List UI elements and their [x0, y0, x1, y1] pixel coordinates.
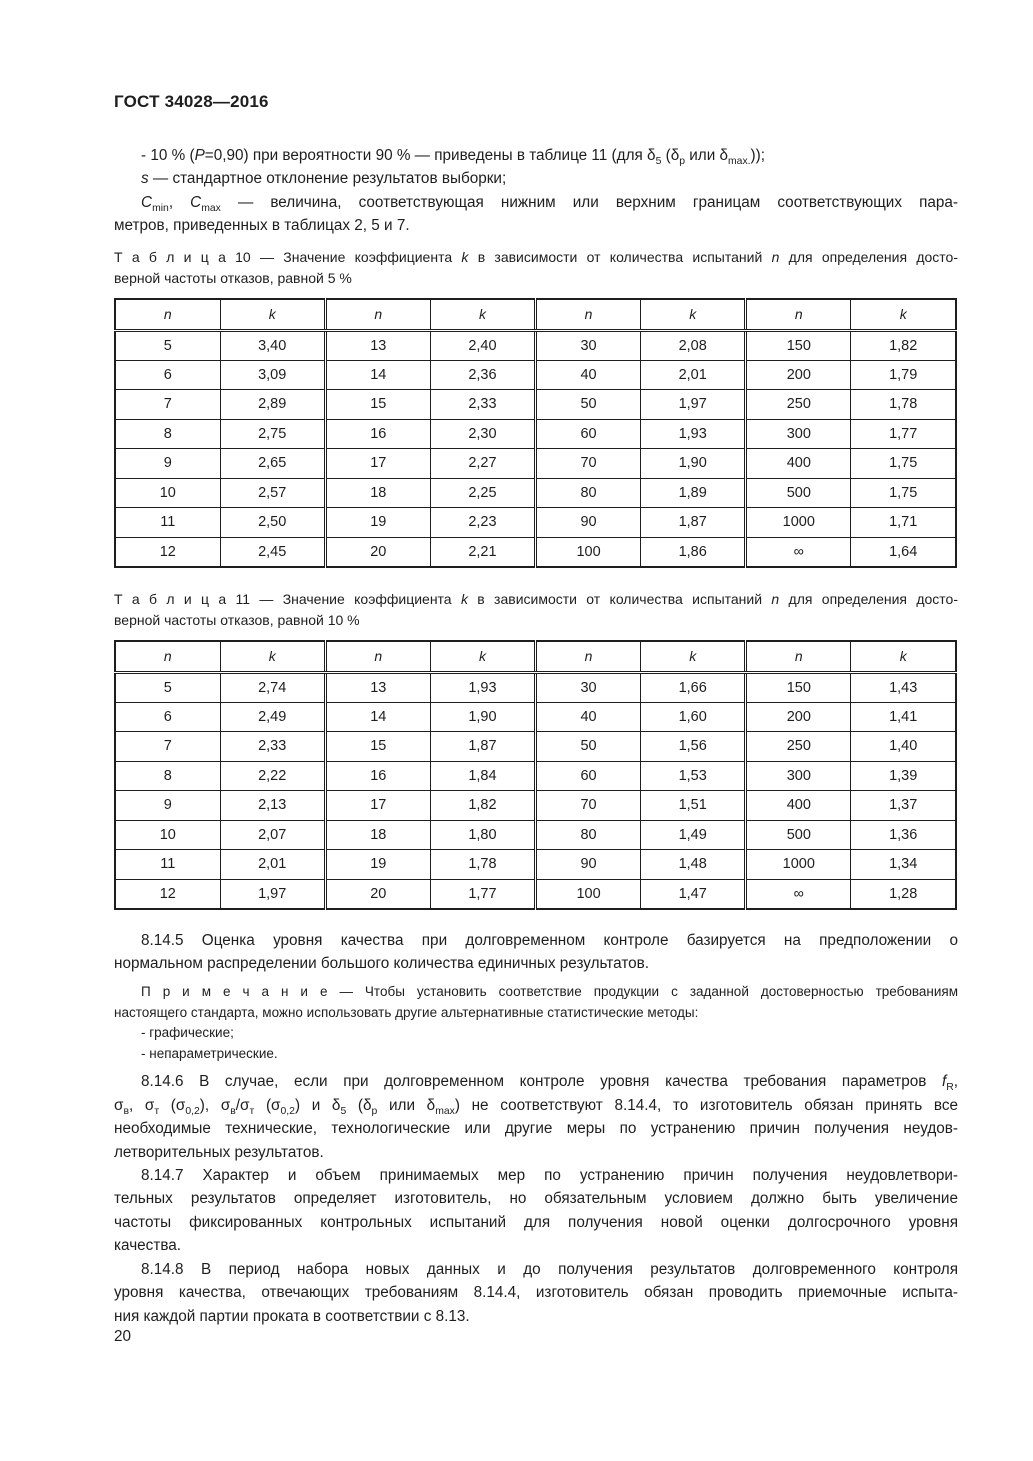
table-cell: 13	[325, 673, 430, 703]
table-cell: 500	[746, 820, 851, 850]
column-header: k	[430, 299, 535, 331]
table-row	[115, 537, 956, 567]
table-row	[115, 732, 956, 762]
table-cell: 10	[115, 478, 220, 508]
table-cell: 1,78	[430, 850, 535, 880]
column-header: k	[641, 641, 746, 673]
table-cell: 1,36	[851, 820, 956, 850]
table-cell: 2,36	[430, 360, 535, 390]
subscript-segment: 0,2	[280, 1105, 295, 1117]
table-cell: 400	[746, 449, 851, 479]
text-segment: качества.	[114, 1237, 182, 1255]
table11	[114, 640, 957, 910]
text-line	[114, 268, 958, 289]
table-cell: 70	[536, 449, 641, 479]
table-cell: 1,48	[641, 850, 746, 880]
table-cell: 14	[325, 702, 430, 732]
text-segment: (σ	[254, 1096, 281, 1114]
text-segment: n	[771, 590, 780, 607]
text-segment: Т а б л и ц а 11 — Значение коэффициента	[114, 590, 461, 607]
table-row	[115, 702, 956, 732]
text-segment: — стандартное отклонение результатов выборки;	[148, 170, 507, 188]
table-cell: 1000	[746, 850, 851, 880]
table-cell: 1,82	[430, 791, 535, 821]
note-list-item-1	[114, 1023, 958, 1044]
text-segment: ), σ	[199, 1096, 231, 1114]
table-cell: 6	[115, 702, 220, 732]
text-segment: k	[461, 248, 469, 265]
subscript-segment: 5	[655, 156, 662, 168]
table-cell: 12	[115, 537, 220, 567]
table-row	[115, 791, 956, 821]
table-cell: 80	[536, 820, 641, 850]
table-cell: 1,80	[430, 820, 535, 850]
table-cell: 500	[746, 478, 851, 508]
table-cell: ∞	[746, 879, 851, 909]
table-cell: 19	[325, 508, 430, 538]
table-cell: 1,75	[851, 449, 956, 479]
table-cell: 1,87	[641, 508, 746, 538]
text-segment: Т а б л и ц а 10 — Значение коэффициента	[114, 248, 462, 265]
subscript-segment: в	[123, 1105, 129, 1117]
subscript-segment: max	[435, 1105, 455, 1117]
text-segment: n	[771, 248, 780, 265]
table-cell: 8	[115, 761, 220, 791]
table-cell: 1,77	[851, 419, 956, 449]
table-cell: 1,79	[851, 360, 956, 390]
text-segment: П р и м е ч а н и е — Чтобы установить соответствие продукции с заданной достоверностью требованиям	[141, 984, 958, 1000]
table-cell: 1,53	[641, 761, 746, 791]
table11-caption-wrap	[114, 589, 958, 631]
table-cell: 12	[115, 879, 220, 909]
text-segment: C	[190, 193, 202, 211]
text-line	[114, 144, 958, 167]
subscript-segment: 0,2	[185, 1105, 200, 1117]
table-cell: 1,75	[851, 478, 956, 508]
text-segment: в зависимости от количества испытаний	[468, 248, 772, 265]
table11-caption	[114, 589, 958, 631]
table-cell: 70	[536, 791, 641, 821]
page-content	[114, 0, 958, 1345]
subscript-segment: R	[946, 1082, 954, 1094]
table-row	[115, 850, 956, 880]
column-header: k	[641, 299, 746, 331]
table-cell: 6	[115, 360, 220, 390]
text-line	[114, 247, 958, 268]
table-cell: 1,97	[641, 390, 746, 420]
text-line	[114, 1070, 958, 1093]
table-cell: 90	[536, 508, 641, 538]
text-line	[114, 1187, 958, 1210]
column-header: n	[115, 641, 220, 673]
text-line	[114, 1234, 958, 1257]
intro-item-probability	[114, 144, 958, 167]
text-segment: (δ	[661, 147, 680, 164]
table-cell: 1,89	[641, 478, 746, 508]
table-cell: 1,66	[641, 673, 746, 703]
text-line	[114, 952, 958, 975]
table-cell: 2,25	[430, 478, 535, 508]
table-row	[115, 761, 956, 791]
column-header: k	[851, 641, 956, 673]
para-8-14-7	[114, 1164, 958, 1258]
page-number: 20	[114, 1327, 132, 1345]
para-8-14-8	[114, 1258, 958, 1328]
table-cell: 80	[536, 478, 641, 508]
table-cell: 9	[115, 449, 220, 479]
text-segment: нормальном распределении большого количества единичных результатов.	[114, 955, 650, 973]
table-cell: 1,51	[641, 791, 746, 821]
text-segment: s	[141, 170, 149, 188]
table-cell: 30	[536, 331, 641, 361]
table-cell: 11	[115, 850, 220, 880]
subscript-segment: в	[230, 1105, 236, 1117]
text-segment: или δ	[377, 1096, 436, 1114]
table-cell: 1,71	[851, 508, 956, 538]
table-cell: 30	[536, 673, 641, 703]
table-cell: 5	[115, 331, 220, 361]
table-cell: 1,34	[851, 850, 956, 880]
text-segment: 8.14.6 В случае, если при долговременном контроле уровня качества требования параметров	[141, 1073, 942, 1091]
table-cell: 2,50	[220, 508, 325, 538]
table-cell: 2,13	[220, 791, 325, 821]
text-line	[114, 1044, 958, 1065]
table-cell: 8	[115, 419, 220, 449]
table-cell: 1,90	[641, 449, 746, 479]
table-cell: 1,39	[851, 761, 956, 791]
text-segment: уровня качества, отвечающих требованиям 8.14.4, изготовитель обязан проводить приемочные испыта-	[114, 1284, 958, 1302]
text-segment: σ	[114, 1096, 124, 1114]
text-segment: ) и δ	[294, 1096, 341, 1114]
table-cell: 300	[746, 419, 851, 449]
table-cell: 2,33	[220, 732, 325, 762]
table-cell: 5	[115, 673, 220, 703]
subscript-segment: т	[249, 1105, 255, 1117]
table-cell: 2,22	[220, 761, 325, 791]
table-cell: 2,01	[641, 360, 746, 390]
table-cell: 60	[536, 761, 641, 791]
table-row	[115, 508, 956, 538]
table-cell: 100	[536, 879, 641, 909]
body-section	[114, 929, 958, 1328]
text-line	[114, 610, 958, 631]
table-cell: 2,21	[430, 537, 535, 567]
text-segment: необходимые технические, технологические или другие меры по устранению причин получения неудов-	[114, 1120, 958, 1138]
table-cell: 40	[536, 702, 641, 732]
table-cell: 20	[325, 879, 430, 909]
table-cell: 20	[325, 537, 430, 567]
subscript-segment: р	[679, 156, 685, 168]
table-cell: 16	[325, 419, 430, 449]
text-line	[114, 191, 958, 214]
table-cell: 40	[536, 360, 641, 390]
table-cell: 1000	[746, 508, 851, 538]
table-cell: 2,07	[220, 820, 325, 850]
text-segment: P	[194, 147, 205, 164]
table-cell: 17	[325, 791, 430, 821]
text-segment: C	[141, 193, 153, 211]
table-cell: 2,08	[641, 331, 746, 361]
table-cell: 14	[325, 360, 430, 390]
table-cell: 2,40	[430, 331, 535, 361]
table-cell: 1,84	[430, 761, 535, 791]
table-cell: 1,43	[851, 673, 956, 703]
table-cell: 2,33	[430, 390, 535, 420]
table-cell: 1,93	[430, 673, 535, 703]
table-cell: 17	[325, 449, 430, 479]
column-header: k	[220, 641, 325, 673]
table-cell: 1,87	[430, 732, 535, 762]
table-cell: 1,97	[220, 879, 325, 909]
text-segment: для определения досто-	[779, 248, 958, 265]
column-header: n	[325, 641, 430, 673]
table-cell: 1,40	[851, 732, 956, 762]
column-header: n	[325, 299, 430, 331]
table-row	[115, 478, 956, 508]
text-line	[114, 214, 958, 237]
text-line	[114, 1211, 958, 1234]
text-segment: верной частоты отказов, равной 5 %	[114, 269, 352, 286]
table-cell: 50	[536, 390, 641, 420]
table-row	[115, 449, 956, 479]
text-segment: ния каждой партии проката в соответствии с 8.13.	[114, 1307, 470, 1325]
text-segment: для определения досто-	[779, 590, 958, 607]
para-8-14-6	[114, 1070, 958, 1164]
table-cell: 250	[746, 732, 851, 762]
subscript-segment: max	[201, 202, 221, 214]
text-line	[114, 1003, 958, 1024]
table-row	[115, 879, 956, 909]
subscript-segment: 5	[340, 1105, 347, 1117]
text-segment: или δ	[684, 147, 729, 164]
table-cell: 250	[746, 390, 851, 420]
text-segment: - 10 % (	[141, 147, 195, 164]
text-segment: ) не соответствуют 8.14.4, то изготовитель обязан принять все	[454, 1096, 958, 1114]
table-cell: 150	[746, 331, 851, 361]
text-segment: 8.14.5 Оценка уровня качества при долговременном контроле базируется на предположении о	[141, 931, 958, 949]
table-cell: 400	[746, 791, 851, 821]
table-cell: 200	[746, 702, 851, 732]
intro-item-cminmax	[114, 191, 958, 238]
table-cell: 1,56	[641, 732, 746, 762]
table-cell: 10	[115, 820, 220, 850]
table-cell: 60	[536, 419, 641, 449]
text-segment: ,	[168, 193, 191, 211]
column-header: k	[430, 641, 535, 673]
table-cell: 90	[536, 850, 641, 880]
intro-item-s	[114, 167, 958, 190]
table-row	[115, 673, 956, 703]
table-cell: 11	[115, 508, 220, 538]
text-line	[114, 1305, 958, 1328]
table-row	[115, 390, 956, 420]
text-segment: (δ	[346, 1096, 372, 1114]
table-cell: 2,89	[220, 390, 325, 420]
table-cell: 15	[325, 390, 430, 420]
text-segment: летворительных результатов.	[114, 1143, 324, 1161]
table-cell: 1,77	[430, 879, 535, 909]
table-cell: 200	[746, 360, 851, 390]
text-segment: ,	[953, 1073, 958, 1091]
subscript-segment: max.	[728, 156, 751, 168]
text-line	[114, 1023, 958, 1044]
table-row	[115, 419, 956, 449]
table-cell: 18	[325, 478, 430, 508]
table-cell: 50	[536, 732, 641, 762]
text-line	[114, 982, 958, 1003]
table-header-row	[115, 641, 956, 673]
table-cell: 1,82	[851, 331, 956, 361]
table-cell: 1,28	[851, 879, 956, 909]
text-segment: метров, приведенных в таблицах 2, 5 и 7.	[114, 217, 410, 235]
table-cell: 2,75	[220, 419, 325, 449]
text-line	[114, 1117, 958, 1140]
table-row	[115, 360, 956, 390]
text-segment: в зависимости от количества испытаний	[467, 590, 772, 607]
text-line	[114, 1141, 958, 1164]
table-cell: ∞	[746, 537, 851, 567]
table-cell: 1,93	[641, 419, 746, 449]
table-cell: 9	[115, 791, 220, 821]
table-cell: 7	[115, 732, 220, 762]
table-cell: 15	[325, 732, 430, 762]
table-cell: 300	[746, 761, 851, 791]
table-cell: 1,37	[851, 791, 956, 821]
note-list-item-2	[114, 1044, 958, 1065]
text-segment: — величина, соответствующая нижним или верхним границам соответствующих пара-	[220, 193, 958, 211]
table-cell: 2,57	[220, 478, 325, 508]
table-cell: 16	[325, 761, 430, 791]
text-line	[114, 589, 958, 610]
text-segment: настоящего стандарта, можно использовать другие альтернативные статистические методы:	[114, 1004, 699, 1020]
intro-section	[114, 144, 958, 238]
note-paragraph	[114, 982, 958, 1023]
column-header: k	[851, 299, 956, 331]
table-cell: 2,27	[430, 449, 535, 479]
table-cell: 1,78	[851, 390, 956, 420]
text-segment: /σ	[235, 1096, 250, 1114]
column-header: n	[746, 299, 851, 331]
table-cell: 18	[325, 820, 430, 850]
text-line	[114, 167, 958, 190]
table-cell: 2,30	[430, 419, 535, 449]
text-segment: =0,90) при вероятности 90 % — приведены в таблице 11 (для δ	[204, 147, 656, 164]
table10-caption	[114, 247, 958, 289]
table-cell: 2,65	[220, 449, 325, 479]
text-segment: частоты фиксированных контрольных испытаний для получения новой оценки долгосрочного уровня	[114, 1213, 958, 1231]
subscript-segment: т	[154, 1105, 160, 1117]
table-row	[115, 820, 956, 850]
doc-header-title: ГОСТ 34028—2016	[114, 92, 269, 111]
column-header: n	[746, 641, 851, 673]
column-header: n	[536, 641, 641, 673]
text-segment: - непараметрические.	[141, 1045, 278, 1061]
text-segment: (σ	[159, 1096, 186, 1114]
table-cell: 1,64	[851, 537, 956, 567]
text-segment: - графические;	[141, 1025, 234, 1041]
table-cell: 2,45	[220, 537, 325, 567]
table-cell: 100	[536, 537, 641, 567]
text-line	[114, 1094, 958, 1117]
table10	[114, 298, 957, 568]
column-header: k	[220, 299, 325, 331]
table-cell: 1,60	[641, 702, 746, 732]
table-cell: 2,74	[220, 673, 325, 703]
table-cell: 1,41	[851, 702, 956, 732]
subscript-segment: р	[371, 1105, 378, 1117]
table-cell: 1,49	[641, 820, 746, 850]
text-segment: , σ	[128, 1096, 155, 1114]
text-segment: f	[941, 1073, 947, 1091]
table-row	[115, 331, 956, 361]
text-line	[114, 1258, 958, 1281]
table-cell: 1,90	[430, 702, 535, 732]
table-header-row	[115, 299, 956, 331]
table-cell: 3,40	[220, 331, 325, 361]
table-cell: 1,86	[641, 537, 746, 567]
text-line	[114, 1281, 958, 1304]
table-cell: 2,23	[430, 508, 535, 538]
text-segment: тельных результатов определяет изготовитель, но обязательным условием должно быть увеличение	[114, 1190, 958, 1208]
text-segment: k	[460, 590, 468, 607]
text-segment: 8.14.7 Характер и объем принимаемых мер по устранению причин получения неудовлетвори-	[141, 1167, 958, 1185]
para-8-14-5	[114, 929, 958, 976]
text-segment: ));	[750, 147, 765, 164]
table-cell: 2,49	[220, 702, 325, 732]
table-cell: 1,47	[641, 879, 746, 909]
table-cell: 13	[325, 331, 430, 361]
table-cell: 19	[325, 850, 430, 880]
column-header: n	[536, 299, 641, 331]
text-segment: 8.14.8 В период набора новых данных и до получения результатов долговременного контроля	[141, 1260, 958, 1278]
table-cell: 7	[115, 390, 220, 420]
column-header: n	[115, 299, 220, 331]
subscript-segment: min	[152, 202, 169, 214]
text-line	[114, 1164, 958, 1187]
text-segment: верной частоты отказов, равной 10 %	[114, 611, 360, 628]
text-line	[114, 929, 958, 952]
table-cell: 2,01	[220, 850, 325, 880]
table-cell: 150	[746, 673, 851, 703]
table10-caption-wrap	[114, 247, 958, 289]
table-cell: 3,09	[220, 360, 325, 390]
